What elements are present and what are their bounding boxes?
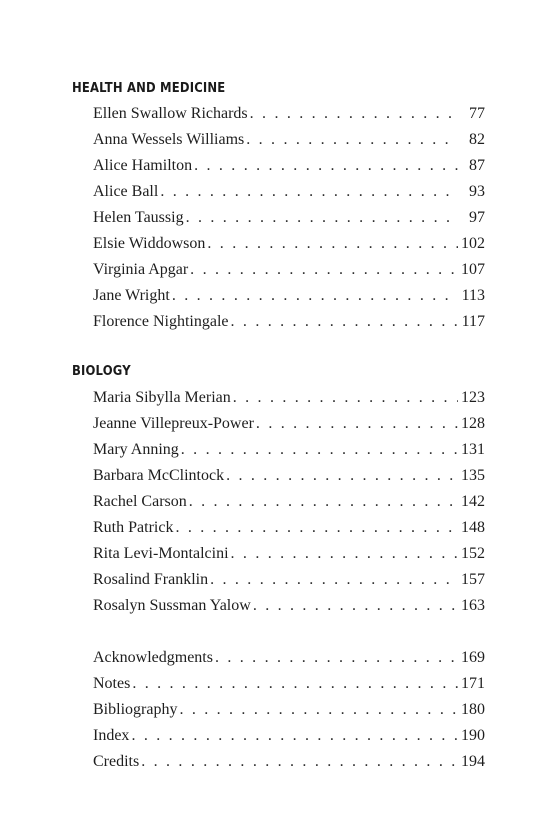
toc-entry[interactable] xyxy=(93,261,485,283)
entry-title: Notes xyxy=(93,675,131,692)
entry-title: Alice Hamilton xyxy=(93,157,193,174)
toc-entry[interactable] xyxy=(93,597,485,619)
dot-leader xyxy=(231,313,458,331)
toc-entry[interactable] xyxy=(93,157,485,179)
toc-entry[interactable] xyxy=(93,493,485,515)
entry-page-number: 190 xyxy=(461,727,485,744)
entry-page-number: 77 xyxy=(469,105,485,122)
entry-page-number: 163 xyxy=(461,597,485,614)
dot-leader xyxy=(246,131,458,149)
toc-entry[interactable] xyxy=(93,415,485,437)
dot-leader xyxy=(207,235,458,253)
toc-entry[interactable] xyxy=(93,545,485,567)
dot-leader xyxy=(226,467,458,485)
toc-entry[interactable] xyxy=(93,571,485,593)
toc-entry[interactable] xyxy=(93,209,485,231)
dot-leader xyxy=(132,675,458,693)
entry-page-number: 93 xyxy=(469,183,485,200)
entry-title: Ellen Swallow Richards xyxy=(93,105,248,122)
toc-entry[interactable] xyxy=(93,287,485,309)
dot-leader xyxy=(215,649,458,667)
toc-entry[interactable] xyxy=(93,313,485,335)
toc-entry[interactable] xyxy=(93,753,485,775)
entry-page-number: 107 xyxy=(461,261,485,278)
entry-page-number: 113 xyxy=(461,287,485,304)
entry-title: Jeanne Villepreux-Power xyxy=(93,415,254,432)
entry-page-number: 82 xyxy=(469,131,485,148)
toc-entry[interactable] xyxy=(93,131,485,153)
entry-title: Acknowledgments xyxy=(93,649,213,666)
entry-page-number: 194 xyxy=(461,753,485,770)
entry-page-number: 102 xyxy=(461,235,485,252)
entry-page-number: 135 xyxy=(461,467,485,484)
dot-leader xyxy=(186,209,458,227)
toc-entry[interactable] xyxy=(93,467,485,489)
entry-page-number: 87 xyxy=(469,157,485,174)
entry-title: Florence Nightingale xyxy=(93,313,229,330)
dot-leader xyxy=(175,519,458,537)
entry-title: Alice Ball xyxy=(93,183,159,200)
entry-page-number: 180 xyxy=(461,701,485,718)
entry-page-number: 148 xyxy=(461,519,485,536)
toc-entry[interactable] xyxy=(93,701,485,723)
dot-leader xyxy=(250,105,458,123)
entry-page-number: 97 xyxy=(469,209,485,226)
toc-entry[interactable] xyxy=(93,235,485,257)
entry-page-number: 123 xyxy=(461,389,485,406)
entry-title: Mary Anning xyxy=(93,441,179,458)
section-heading: HEALTH AND MEDICINE xyxy=(72,80,226,96)
dot-leader xyxy=(131,727,458,745)
toc-entry[interactable] xyxy=(93,105,485,127)
dot-leader xyxy=(172,287,458,305)
toc-entry[interactable] xyxy=(93,441,485,463)
dot-leader xyxy=(253,597,458,615)
entry-title: Rosalyn Sussman Yalow xyxy=(93,597,251,614)
dot-leader xyxy=(210,571,458,589)
toc-entry[interactable] xyxy=(93,389,485,411)
dot-leader xyxy=(256,415,458,433)
entry-title: Ruth Patrick xyxy=(93,519,174,536)
entry-title: Rita Levi-Montalcini xyxy=(93,545,229,562)
toc-entry[interactable] xyxy=(93,183,485,205)
entry-title: Anna Wessels Williams xyxy=(93,131,245,148)
entry-page-number: 131 xyxy=(461,441,485,458)
toc-entry[interactable] xyxy=(93,727,485,749)
entry-page-number: 152 xyxy=(461,545,485,562)
entry-page-number: 169 xyxy=(461,649,485,666)
entry-title: Maria Sibylla Merian xyxy=(93,389,231,406)
entry-page-number: 117 xyxy=(461,313,485,330)
entry-title: Virginia Apgar xyxy=(93,261,189,278)
dot-leader xyxy=(190,261,458,279)
dot-leader xyxy=(181,441,458,459)
entry-title: Elsie Widdowson xyxy=(93,235,206,252)
section-heading: BIOLOGY xyxy=(72,363,131,379)
entry-title: Helen Taussig xyxy=(93,209,184,226)
dot-leader xyxy=(160,183,458,201)
entry-page-number: 142 xyxy=(461,493,485,510)
dot-leader xyxy=(189,493,458,511)
entry-title: Barbara McClintock xyxy=(93,467,225,484)
dot-leader xyxy=(233,389,458,407)
entry-title: Rosalind Franklin xyxy=(93,571,209,588)
entry-title: Credits xyxy=(93,753,140,770)
dot-leader xyxy=(231,545,458,563)
entry-page-number: 157 xyxy=(461,571,485,588)
dot-leader xyxy=(179,701,458,719)
entry-title: Rachel Carson xyxy=(93,493,187,510)
entry-page-number: 171 xyxy=(461,675,485,692)
toc-entry[interactable] xyxy=(93,649,485,671)
toc-entry[interactable] xyxy=(93,519,485,541)
toc-entry[interactable] xyxy=(93,675,485,697)
entry-title: Jane Wright xyxy=(93,287,170,304)
entry-title: Bibliography xyxy=(93,701,178,718)
entry-page-number: 128 xyxy=(461,415,485,432)
dot-leader xyxy=(194,157,458,175)
entry-title: Index xyxy=(93,727,130,744)
dot-leader xyxy=(141,753,458,771)
